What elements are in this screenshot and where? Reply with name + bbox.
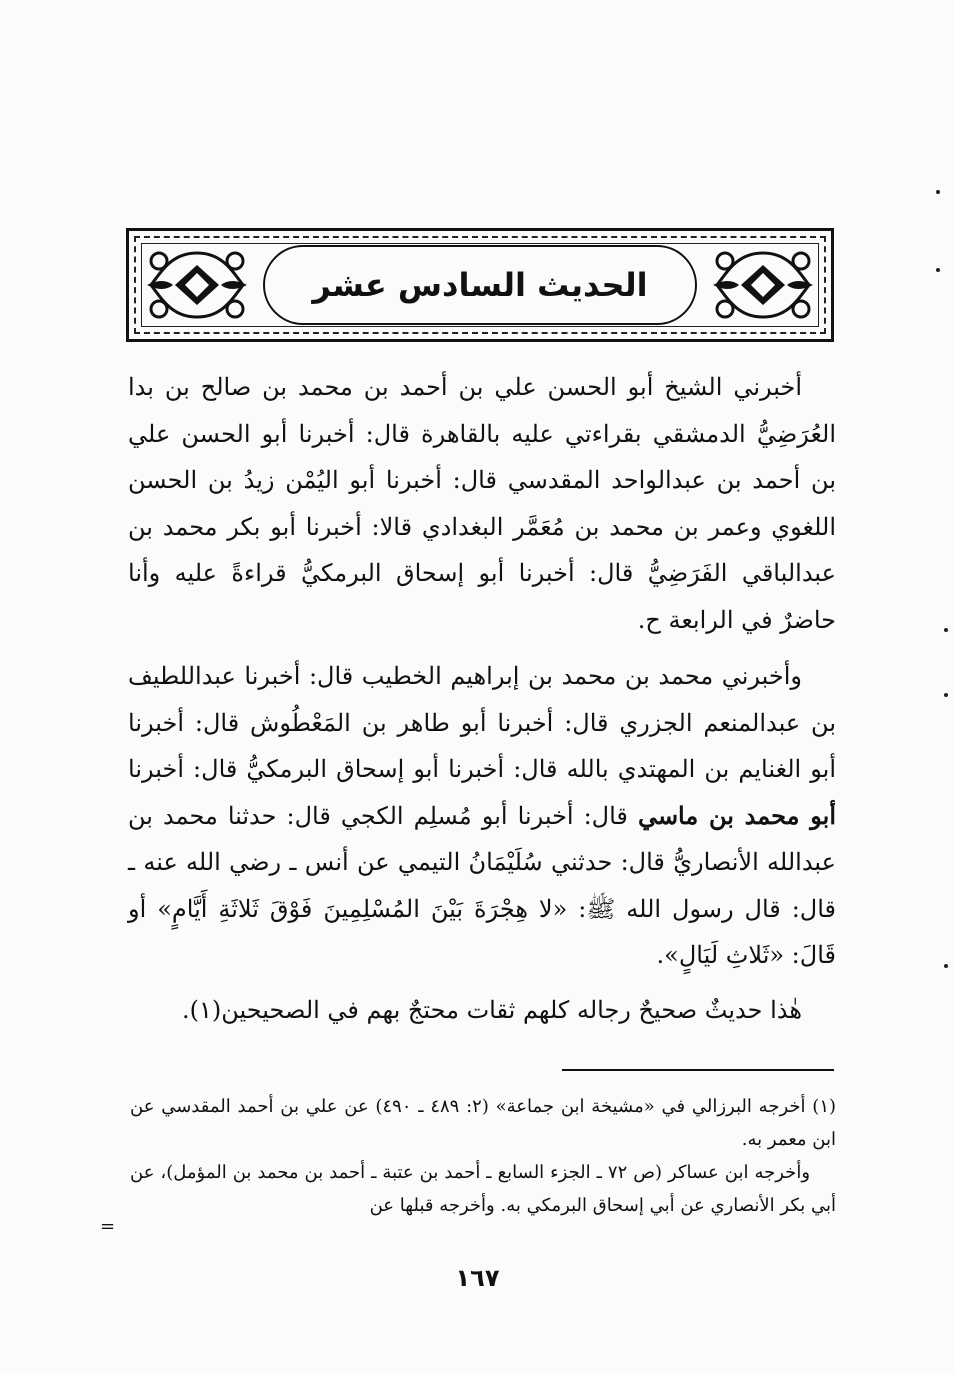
margin-speck	[936, 190, 940, 194]
footnotes	[130, 1090, 836, 1222]
chapter-title: الحديث السادس عشر	[312, 266, 648, 304]
isnad-text: وأخبرني محمد بن محمد بن إبراهيم الخطيب قال: أخبرنا عبداللطيف بن عبدالمنعم الجزري قال: أخبرنا أبو طاهر بن المَعْطُوش قال: أخبرنا أبو الغنايم بن المهتدي بالله قال: أخبرنا أبو إسحاق البرمكيُّ قال: أخبرنا	[128, 662, 836, 783]
isnad-paragraph-1: أخبرني الشيخ أبو الحسن علي بن أحمد بن محمد بن صالح بن بدا العُرَضِيُّ الدمشقي بقراءتي عليه بالقاهرة قال: أخبرنا أبو الحسن علي بن أحمد بن عبدالواحد المقدسي قال: أخبرنا أبو اليُمْن زيدُ بن الحسن اللغوي وعمر بن محمد بن مُعَمَّر البغدادي قالا: أخبرنا أبو بكر محمد بن عبدالباقي الفَرَضِيُّ قال: أخبرنا أبو إسحاق البرمكيُّ قراءةً عليه وأنا حاضرٌ في الرابعة ح.	[128, 373, 836, 634]
margin-speck	[944, 628, 948, 632]
arabesque-ornament-icon	[143, 247, 251, 323]
grading-paragraph: هٰذا حديثٌ صحيحٌ رجاله كلهم ثقات محتجٌ بهم في الصحيحين(١).	[182, 995, 802, 1024]
margin-speck	[944, 693, 948, 697]
chapter-title-box	[263, 245, 697, 325]
footnote-separator	[562, 1069, 834, 1071]
continuation-mark: =	[100, 1216, 116, 1237]
margin-speck	[936, 268, 940, 272]
hadith-body	[128, 364, 836, 1033]
isnad-text: قال: أخبرنا أبو مُسلِم الكجي قال: حدثنا محمد بن عبدالله الأنصاريُّ قال: حدثني سُلَيْمَانُ التيمي عن أنس ـ رضي الله عنه ـ قال: قال رسول الله ﷺ: «لا هِجْرَةَ بَيْنَ المُسْلِمِينَ فَوْقَ ثَلاثَةِ أَيَّامٍ» أو قَالَ: «ثَلاثِ لَيَالٍ».	[128, 801, 836, 969]
page-number: ١٦٧	[455, 1264, 500, 1292]
footnote-1: (١) أخرجه البرزالي في «مشيخة ابن جماعة» (٢: ٤٨٩ ـ ٤٩٠) عن علي بن أحمد المقدسي عن ابن معمر به.	[130, 1096, 837, 1150]
margin-speck	[944, 964, 948, 968]
footnote-1-continued: وأخرجه ابن عساكر (ص ٧٢ ـ الجزء السابع ـ أحمد بن عتبة ـ أحمد بن محمد بن المؤمل)، عن أبي بكر الأنصاري عن أبي إسحاق البرمكي به. وأخرجه قبلها عن	[130, 1162, 836, 1216]
chapter-header-frame	[126, 228, 834, 342]
isnad-paragraph-2	[128, 653, 836, 979]
arabesque-ornament-icon	[709, 247, 817, 323]
bold-narrator-name: أبو محمد بن ماسي	[637, 800, 836, 830]
